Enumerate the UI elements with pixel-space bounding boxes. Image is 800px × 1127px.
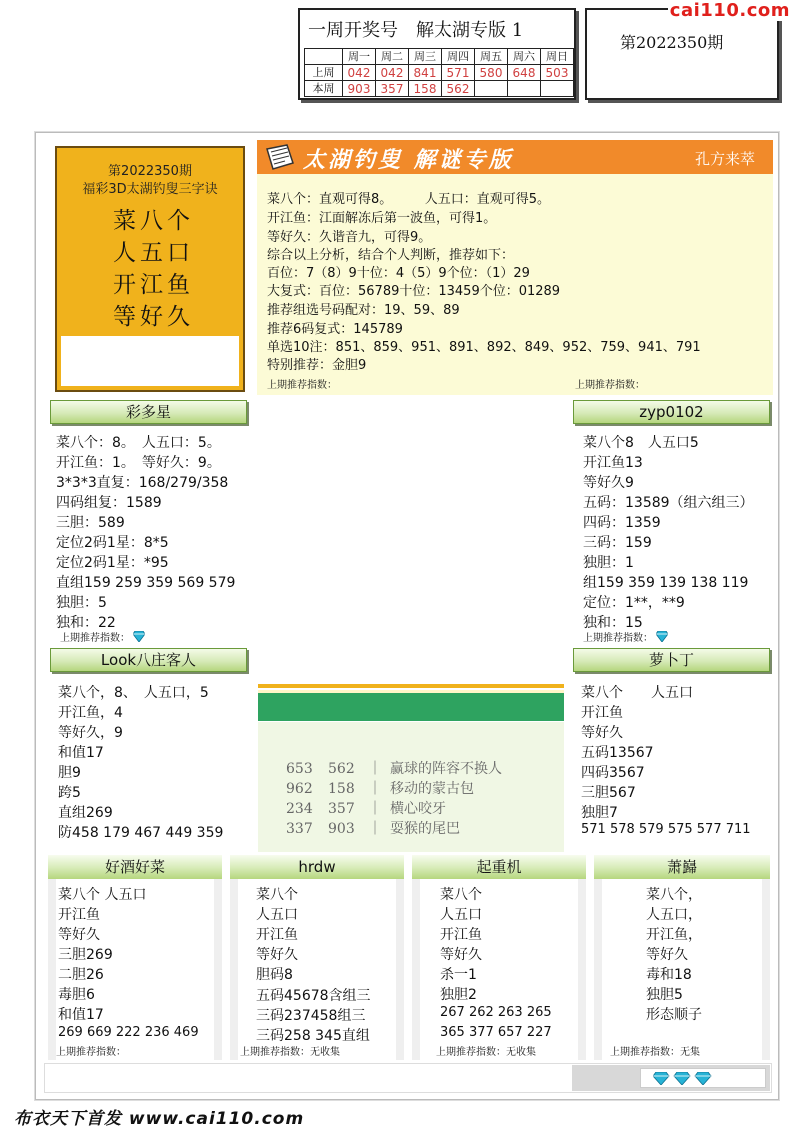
poem-line: 等好久 <box>113 304 194 330</box>
panel-line: 四码3567 <box>581 765 645 781</box>
panel-line: 三码：159 <box>583 535 652 551</box>
panel-line: 四码组复：1589 <box>56 495 162 511</box>
panel-body <box>420 879 578 1060</box>
poem-line: 开江鱼 <box>113 272 194 298</box>
panel-line: 独胆5 <box>646 987 683 1003</box>
panel-line: 独和：15 <box>583 615 643 631</box>
panel-look <box>50 648 247 848</box>
puzzle-header <box>257 140 773 174</box>
panel-line: 人五口 <box>256 907 298 923</box>
diamond-icon <box>674 1072 690 1085</box>
center-divider <box>258 684 564 688</box>
diamond-icon <box>695 1072 711 1085</box>
panel-body <box>238 879 396 1060</box>
panel-line: 和值17 <box>58 745 104 761</box>
puzzle-author: 孔方来萃 <box>694 150 755 168</box>
weekly-draw-title: 一周开奖号 解太湖专版 1 <box>308 20 524 41</box>
panel-title: zyp0102 <box>573 400 770 424</box>
panel-line: 三胆567 <box>581 785 636 801</box>
day-header: 周二 <box>376 49 409 65</box>
puzzle-line: 推荐组选号码配对：19、59、89 <box>267 303 460 318</box>
list-item: 962 158 ｜ 移动的蒙古包 <box>286 781 474 797</box>
panel-line: 定位2码1星：*95 <box>56 555 169 571</box>
panel-line: 防458 179 467 449 359 <box>58 825 224 841</box>
panel-line: 胆9 <box>58 765 81 781</box>
panel-title: 彩多星 <box>50 400 247 424</box>
panel-line: 等好久 <box>440 947 482 963</box>
panel-hrdw <box>230 855 404 1060</box>
draw-number <box>508 81 541 97</box>
panel-line: 人五口 <box>440 907 482 923</box>
feature-period: 第2022350期 <box>108 164 192 179</box>
panel-line: 五码45678含组三 <box>256 988 371 1004</box>
panel-line: 菜八个，8、 人五口，5 <box>58 685 209 701</box>
puzzle-line: 特别推荐：金胆9 <box>267 358 367 373</box>
panel-line: 269 669 222 236 469 <box>58 1025 199 1040</box>
period-box <box>585 8 779 100</box>
feature-blank-area <box>61 336 239 386</box>
panel-line: 开江鱼 <box>58 907 100 923</box>
weekly-draw-table <box>304 48 574 97</box>
this-week-label: 本周 <box>305 81 343 97</box>
day-header: 周五 <box>475 49 508 65</box>
panel-line: 菜八个， <box>646 887 702 903</box>
panel-title: 起重机 <box>412 855 586 879</box>
panel-line: 开江鱼，4 <box>58 705 123 721</box>
panel-title: hrdw <box>230 855 404 879</box>
center-green-bar <box>258 693 564 721</box>
puzzle-line: 推荐6码复式：145789 <box>267 322 403 337</box>
table-corner <box>305 49 343 65</box>
draw-number: 580 <box>475 65 508 81</box>
puzzle-line: 百位：7（8）9十位：4（5）9个位：（1）29 <box>267 266 530 281</box>
recommend-index-label: 上期推荐指数： <box>56 1047 126 1058</box>
table-row <box>305 81 574 97</box>
panel-title: Look八庄客人 <box>50 648 247 672</box>
diamond-icon <box>653 1072 669 1085</box>
panel-line: 直组269 <box>58 805 113 821</box>
panel-line: 365 377 657 227 <box>440 1025 552 1040</box>
panel-line: 三码258 345直组 <box>256 1028 370 1044</box>
draw-number <box>541 81 574 97</box>
panel-line: 菜八个 人五口 <box>581 685 693 701</box>
panel-body <box>56 879 214 1060</box>
panel-title: 好酒好菜 <box>48 855 222 879</box>
panel-caiduoxing <box>50 400 247 646</box>
recommend-index-label: 上期推荐指数：无集 <box>610 1047 700 1058</box>
panel-line: 胆码8 <box>256 967 293 983</box>
puzzle-panel <box>257 140 773 395</box>
panel-line: 开江鱼 <box>256 927 298 943</box>
panel-zyp0102 <box>573 400 770 646</box>
recommend-index-label: 上期推荐指数：无收集 <box>240 1047 340 1058</box>
panel-line: 五码：13589（组六组三） <box>583 495 754 511</box>
draw-number: 571 <box>442 65 475 81</box>
table-header-row <box>305 49 574 65</box>
draw-number: 648 <box>508 65 541 81</box>
panel-line: 独胆2 <box>440 987 477 1003</box>
panel-line: 3*3*3直复：168/279/358 <box>56 475 229 491</box>
recommend-index-label: 上期推荐指数： <box>267 380 337 391</box>
day-header: 周四 <box>442 49 475 65</box>
puzzle-line: 开江鱼：江面解冻后第一波鱼，可得1。 <box>267 211 497 226</box>
recommend-index-label: 上期推荐指数： <box>60 633 130 644</box>
panel-line: 组159 359 139 138 119 <box>583 575 749 591</box>
puzzle-line: 单选10注：851、859、951、891、892、849、952、759、941、791 <box>267 340 701 355</box>
puzzle-line: 综合以上分析，结合个人判断，推荐如下： <box>267 248 515 263</box>
panel-line: 菜八个 人五口 <box>58 887 147 903</box>
feature-subtitle: 福彩3D太湖钓叟三字诀 <box>82 182 218 197</box>
panel-line: 定位2码1星：8*5 <box>56 535 169 551</box>
footer-slogan[interactable]: 布衣天下首发 www.cai110.com <box>14 1109 305 1127</box>
poem-line: 人五口 <box>113 240 194 266</box>
panel-line: 三胆269 <box>58 947 113 963</box>
panel-line: 五码13567 <box>581 745 654 761</box>
panel-line: 独胆：1 <box>583 555 634 571</box>
panel-line: 毒胆6 <box>58 987 95 1003</box>
panel-line: 开江鱼13 <box>583 455 643 471</box>
puzzle-line: 等好久：久谐音九，可得9。 <box>267 230 432 245</box>
recommend-index-label: 上期推荐指数：无收集 <box>436 1047 536 1058</box>
history-list <box>258 722 564 852</box>
panel-title: 萝卜丁 <box>573 648 770 672</box>
recommend-index-label: 上期推荐指数： <box>575 380 645 391</box>
panel-line: 四码：1359 <box>583 515 661 531</box>
panel-line: 等好久9 <box>583 475 634 491</box>
panel-line: 二胆26 <box>58 967 104 983</box>
draw-number: 841 <box>409 65 442 81</box>
panel-line: 形态顺子 <box>646 1007 702 1023</box>
panel-line: 菜八个8 人五口5 <box>583 435 699 451</box>
footer-rating-box <box>640 1068 766 1088</box>
panel-line: 独和：22 <box>56 615 116 631</box>
site-logo[interactable]: cai110.com <box>669 0 790 21</box>
diamond-icon <box>133 631 145 642</box>
panel-line: 三胆：589 <box>56 515 125 531</box>
poem-line: 菜八个 <box>113 208 194 234</box>
puzzle-line: 菜八个：直观可得8。 人五口：直观可得5。 <box>267 192 551 207</box>
panel-line: 等好久 <box>581 725 623 741</box>
weekly-draw-box <box>298 8 576 100</box>
table-row <box>305 65 574 81</box>
panel-line: 菜八个 <box>256 887 298 903</box>
panel-line: 杀一1 <box>440 967 477 983</box>
recommend-index <box>60 629 145 644</box>
panel-line: 开江鱼：1。 等好久：9。 <box>56 455 221 471</box>
period-number: 第2022350期 <box>620 33 724 52</box>
panel-line: 等好久 <box>646 947 688 963</box>
day-header: 周一 <box>343 49 376 65</box>
panel-body <box>602 879 762 1060</box>
panel-xiaowei <box>594 855 770 1060</box>
list-item: 337 903 ｜ 耍猴的尾巴 <box>286 821 460 837</box>
panel-line: 独胆：5 <box>56 595 107 611</box>
panel-luobuding <box>573 648 770 848</box>
diamond-rating-icons <box>653 1072 713 1085</box>
day-header: 周六 <box>508 49 541 65</box>
scroll-icon <box>263 143 297 171</box>
panel-line: 开江鱼 <box>440 927 482 943</box>
panel-line: 267 262 263 265 <box>440 1005 552 1020</box>
panel-line: 等好久 <box>256 947 298 963</box>
panel-line: 开江鱼， <box>646 927 702 943</box>
recommend-index <box>583 629 668 644</box>
panel-line: 跨5 <box>58 785 81 801</box>
panel-line: 等好久，9 <box>58 725 123 741</box>
puzzle-title: 太湖钓叟 解谜专版 <box>303 147 514 173</box>
panel-title: 萧巋 <box>594 855 770 879</box>
panel-line: 毒和18 <box>646 967 692 983</box>
panel-line: 菜八个：8。 人五口：5。 <box>56 435 221 451</box>
panel-line: 开江鱼 <box>581 705 623 721</box>
draw-number: 562 <box>442 81 475 97</box>
list-item: 234 357 ｜ 横心咬牙 <box>286 801 446 817</box>
panel-line: 三码237458组三 <box>256 1008 366 1024</box>
day-header: 周三 <box>409 49 442 65</box>
puzzle-line: 大复式：百位：56789十位：13459个位：01289 <box>267 284 561 299</box>
diamond-icon <box>656 631 668 642</box>
last-week-label: 上周 <box>305 65 343 81</box>
panel-haojiu <box>48 855 222 1060</box>
draw-number <box>475 81 508 97</box>
panel-line: 定位：1**，**9 <box>583 595 685 611</box>
draw-number: 158 <box>409 81 442 97</box>
feature-poem-box <box>55 146 245 392</box>
list-item: 653 562 ｜ 赢球的阵容不换人 <box>286 761 502 777</box>
panel-line: 571 578 579 575 577 711 <box>581 822 751 837</box>
panel-line: 独胆7 <box>581 805 618 821</box>
draw-number: 042 <box>343 65 376 81</box>
panel-qizhongji <box>412 855 586 1060</box>
recommend-index-label: 上期推荐指数： <box>583 633 653 644</box>
panel-line: 和值17 <box>58 1007 104 1023</box>
panel-line: 菜八个 <box>440 887 482 903</box>
draw-number: 903 <box>343 81 376 97</box>
day-header: 周日 <box>541 49 574 65</box>
draw-number: 042 <box>376 65 409 81</box>
panel-line: 直组159 259 359 569 579 <box>56 575 236 591</box>
draw-number: 503 <box>541 65 574 81</box>
panel-line: 等好久 <box>58 927 100 943</box>
panel-line: 人五口， <box>646 907 702 923</box>
draw-number: 357 <box>376 81 409 97</box>
